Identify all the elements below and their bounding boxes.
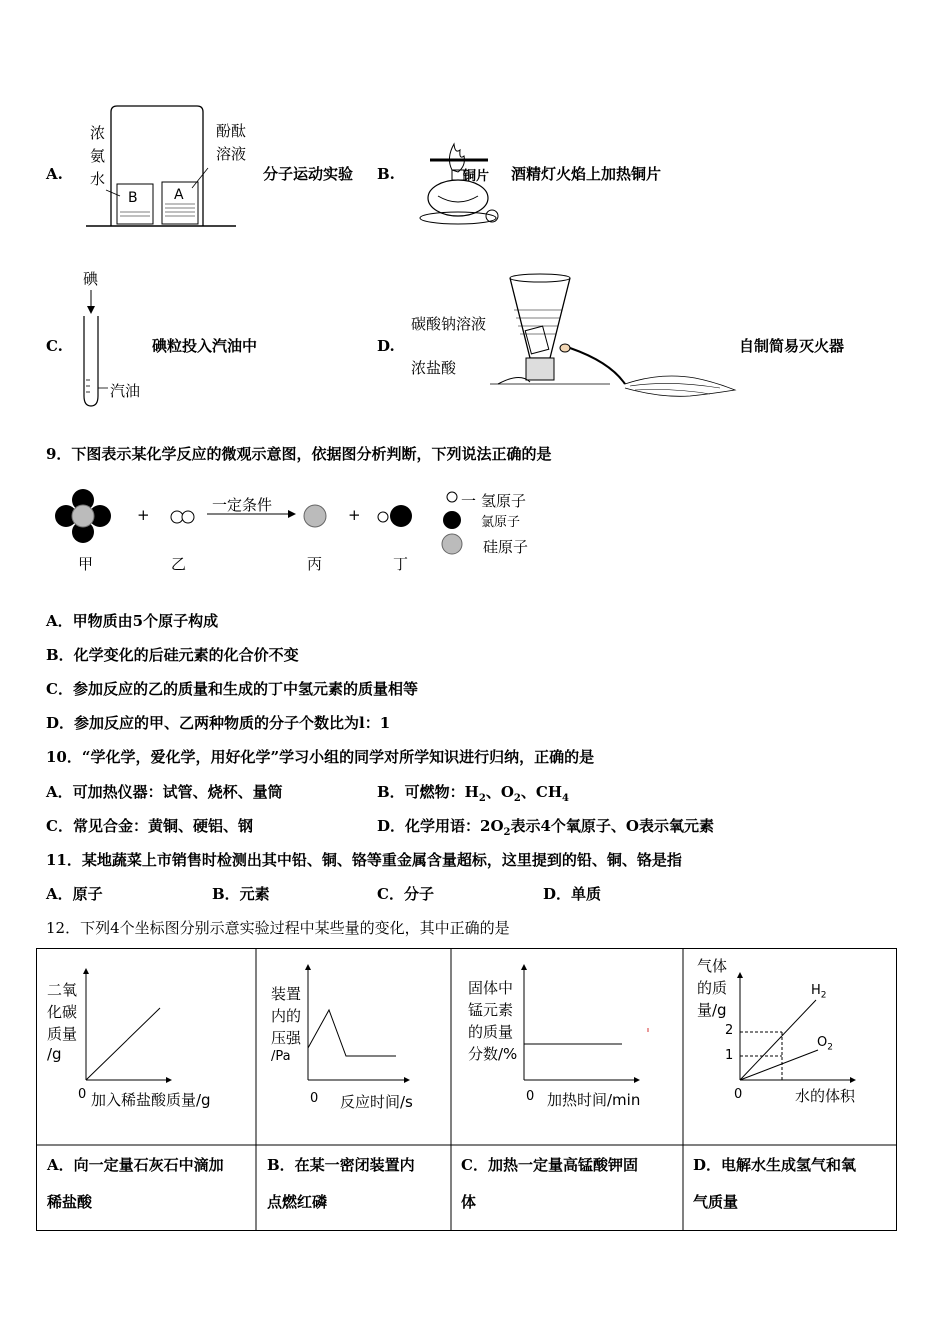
graph-b-caption-2: 点燃红磷 — [267, 1193, 328, 1211]
q10-option-c: C．常见合金：黄铜、硬铝、钢 — [46, 817, 253, 835]
q12-stem: 12．下列4个坐标图分别示意实验过程中某些量的变化，其中正确的是 — [46, 919, 510, 937]
ammonia-label-3: 水 — [90, 170, 106, 188]
graph-b-ylabel-4: /Pa — [271, 1049, 291, 1064]
graph-a-origin: 0 — [78, 1087, 87, 1102]
name-jia: 甲 — [78, 555, 94, 573]
q9-option-d: D．参加反应的甲、乙两种物质的分子个数比为l：1 — [46, 714, 391, 732]
name-ding: 丁 — [393, 555, 409, 573]
graph-c-origin: 0 — [526, 1089, 535, 1104]
q9-option-c: C．参加反应的乙的质量和生成的丁中氢元素的质量相等 — [46, 680, 418, 698]
graph-b-xlabel: 反应时间/s — [340, 1093, 413, 1111]
graph-c-ylabel-3: 的质量 — [468, 1023, 514, 1041]
phenol-label-1: 酚酞 — [216, 122, 247, 140]
iodine-label: 碘 — [83, 270, 99, 288]
graph-d-ylabel-1: 气体 — [697, 957, 728, 975]
q8-option-b-letter: B. — [377, 165, 395, 183]
graph-d-o2-label: $O_2$ — [817, 1035, 833, 1053]
q11-option-c: C．分子 — [377, 885, 434, 903]
q9-option-b: B．化学变化的后硅元素的化合价不变 — [46, 646, 299, 664]
graph-a-ylabel-1: 二氧 — [47, 981, 78, 999]
beaker-a-label: A — [174, 187, 184, 203]
name-bing: 丙 — [307, 555, 323, 573]
copper-label: 铜片 — [463, 169, 490, 184]
graph-b-ylabel-3: 压强 — [271, 1029, 302, 1047]
q10-option-a: A．可加热仪器：试管、烧杯、量筒 — [46, 783, 283, 801]
q8-option-a-letter: A. — [46, 165, 63, 183]
graph-d-tick-1: 1 — [725, 1048, 734, 1063]
graph-a-caption-1: A．向一定量石灰石中滴加 — [47, 1156, 224, 1174]
q9-option-a: A．甲物质由5个原子构成 — [46, 612, 219, 630]
legend-dash: 一 — [461, 492, 477, 510]
graph-c-ylabel-4: 分数/% — [468, 1045, 518, 1063]
gasoline-label: 汽油 — [110, 382, 141, 400]
graph-a-ylabel-3: 质量 — [47, 1025, 78, 1043]
graph-c-ylabel-1: 固体中 — [468, 979, 514, 997]
q10-option-d: D．化学用语：$2O_2$表示4个氧原子、O表示氧元素 — [377, 817, 714, 838]
graph-a-xlabel: 加入稀盐酸质量/g — [91, 1091, 211, 1109]
reaction-plus-2: + — [348, 506, 361, 524]
q10-stem: 10．“学化学，爱化学，用好化学”学习小组的同学对所学知识进行归纳，正确的是 — [46, 748, 595, 766]
acid-label: 浓盐酸 — [411, 359, 457, 377]
graph-d-xlabel: 水的体积 — [795, 1087, 856, 1105]
ammonia-label-2: 氨 — [90, 147, 106, 165]
graph-d-caption-1: D．电解水生成氢气和氧 — [693, 1156, 857, 1174]
q12-graph-table — [36, 948, 897, 1231]
q8-option-d-letter: D. — [377, 337, 395, 355]
name-yi: 乙 — [171, 555, 187, 573]
graph-a-ylabel-4: /g — [47, 1045, 62, 1063]
extinguisher-diagram — [490, 272, 750, 412]
graph-b-ylabel-1: 装置 — [271, 985, 302, 1003]
graph-a-caption-2: 稀盐酸 — [47, 1193, 93, 1211]
graph-d-origin: 0 — [734, 1087, 743, 1102]
graph-d-caption-2: 气质量 — [693, 1193, 739, 1211]
legend-hydrogen: 氢原子 — [481, 492, 527, 510]
graph-b-caption-1: B．在某一密闭装置内 — [267, 1156, 415, 1174]
graph-c-caption-2: 体 — [461, 1193, 477, 1211]
legend-silicon: 硅原子 — [483, 538, 529, 556]
graph-d-tick-2: 2 — [725, 1023, 734, 1038]
q11-stem: 11．某地蔬菜上市销售时检测出其中铅、铜、铬等重金属含量超标，这里提到的铅、铜、铬是指 — [46, 851, 682, 869]
q8-option-c-letter: C. — [46, 337, 63, 355]
q11-option-d: D．单质 — [543, 885, 602, 903]
q11-option-a: A．原子 — [46, 885, 103, 903]
legend-chlorine: 氯原子 — [481, 515, 521, 530]
reaction-plus-1: + — [137, 506, 150, 524]
q8-option-c-caption: 碘粒投入汽油中 — [152, 337, 258, 355]
q10-option-b: B．可燃物：$H_2$、$O_2$、$CH_4$ — [377, 783, 569, 804]
q8-option-b-caption: 酒精灯火焰上加热铜片 — [511, 165, 662, 183]
graph-d-ylabel-3: 量/g — [697, 1001, 727, 1019]
graph-b-origin: 0 — [310, 1091, 319, 1106]
beaker-b-label: B — [128, 190, 138, 206]
phenol-label-2: 溶液 — [216, 145, 247, 163]
graph-b-ylabel-2: 内的 — [271, 1007, 302, 1025]
graph-c-caption-1: C．加热一定量高锰酸钾固 — [461, 1156, 638, 1174]
q8-option-d-caption: 自制简易灭火器 — [739, 337, 845, 355]
q9-stem: 9．下图表示某化学反应的微观示意图，依据图分析判断，下列说法正确的是 — [46, 445, 552, 463]
graph-c-xlabel: 加热时间/min — [547, 1091, 641, 1109]
graph-a-ylabel-2: 化碳 — [47, 1003, 78, 1021]
q11-option-b: B．元素 — [212, 885, 270, 903]
graph-c-ylabel-2: 锰元素 — [468, 1001, 514, 1019]
ammonia-label-1: 浓 — [90, 124, 106, 142]
graph-d-h2-label: $H_2$ — [811, 983, 827, 1001]
reaction-condition: 一定条件 — [212, 496, 273, 514]
q8-option-a-caption: 分子运动实验 — [263, 165, 354, 183]
graph-d-ylabel-2: 的质 — [697, 979, 728, 997]
alcohol-lamp-diagram — [408, 136, 508, 231]
soda-label: 碳酸钠溶液 — [411, 315, 487, 333]
